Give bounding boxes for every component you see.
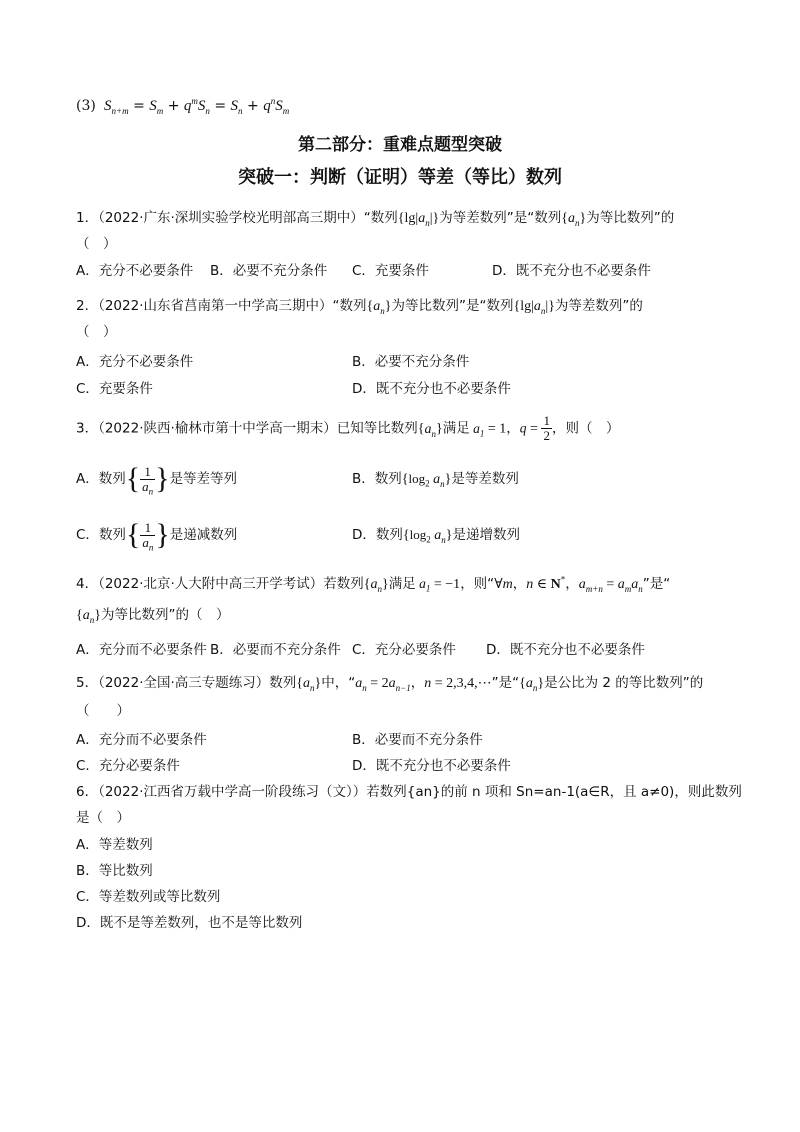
q2-option-b[interactable]: B．必要不充分条件	[352, 354, 470, 370]
q2-option-d[interactable]: D．既不充分也不必要条件	[352, 381, 511, 397]
q3-option-b[interactable]: B．数列{$\log_2$ $a_n$}是等差数列	[352, 471, 519, 489]
q4-option-d[interactable]: D．既不充分也不必要条件	[486, 642, 645, 658]
q1-option-d[interactable]: D．既不充分也不必要条件	[492, 263, 651, 279]
q1-option-c[interactable]: C．充要条件	[352, 263, 429, 279]
q4-option-b[interactable]: B．必要而不充分条件	[210, 642, 341, 658]
q6-option-b[interactable]: B．等比数列	[76, 863, 153, 879]
question-source: （2022·山东省莒南第一中学高三期中）	[98, 298, 333, 314]
q1-option-b[interactable]: B．必要不充分条件	[210, 263, 328, 279]
q4-option-a[interactable]: A．充分而不必要条件	[76, 642, 207, 658]
q5-option-d[interactable]: D．既不充分也不必要条件	[352, 758, 511, 774]
formula-3: (3) $S_{n+m} = S_m + q^mS_n = S_n + q^nS_m$	[76, 96, 290, 116]
question-source: （2022·北京·人大附中高三开学考试）	[98, 576, 324, 592]
formula-label: (3)	[76, 98, 96, 114]
q5-option-c[interactable]: C．充分必要条件	[76, 758, 180, 774]
question-2-paren: （ ）	[76, 324, 117, 340]
question-source: （2022·陕西·榆林市第十中学高一期末）	[98, 420, 337, 437]
part-title: 第二部分：重难点题型突破	[298, 135, 502, 155]
q5-option-a[interactable]: A．充分而不必要条件	[76, 732, 207, 748]
q3-option-a[interactable]: A．数列{ $\frac{1}{a_n}$ }是等差等列	[76, 462, 238, 497]
q4-option-c[interactable]: C．充分必要条件	[352, 642, 456, 658]
question-6: 6．（2022·江西省万载中学高一阶段练习（文））若数列{an}的前 n 项和 Sn=an-1(a∈R，且 a≠0)，则此数列	[76, 784, 742, 800]
q2-option-c[interactable]: C．充要条件	[76, 381, 153, 397]
question-source: （2022·全国·高三专题练习）	[98, 675, 270, 691]
question-1: 1．（2022·广东·深圳实验学校光明部高三期中）“数列$\{\lg|a_n|\}$为等差数列”是“数列$\{a_n\}$为等比数列”的	[76, 210, 675, 228]
question-1-paren: （ ）	[76, 236, 117, 252]
section-title: 突破一：判断（证明）等差（等比）数列	[238, 167, 562, 188]
question-2: 2．（2022·山东省莒南第一中学高三期中）“数列$\{a_n\}$为等比数列”是“数列$\{\lg|a_n|\}$为等差数列”的	[76, 298, 643, 316]
question-4-line2: $\{a_n\}$为等比数列”的（ ）	[76, 607, 230, 625]
question-source: （2022·江西省万载中学高一阶段练习（文））	[98, 784, 367, 800]
question-5-paren: （ ）	[76, 703, 130, 719]
q1-option-a[interactable]: A．充分不必要条件	[76, 263, 194, 279]
q3-option-d[interactable]: D．数列{$\log_2$ $a_n$}是递增数列	[352, 527, 520, 545]
question-6-line2: 是（ ）	[76, 810, 130, 826]
question-5: 5．（2022·全国·高三专题练习）数列$\{a_n\}$中，“$a_n = 2a_{n-1}$，n = 2,3,4,⋯”是“$\{a_n\}$是公比为 2 的等比数列”的	[76, 675, 704, 693]
q3-option-c[interactable]: C．数列{ $\frac{1}{a_n}$ }是递减数列	[76, 518, 238, 553]
q6-option-d[interactable]: D．既不是等差数列，也不是等比数列	[76, 915, 303, 931]
question-3: 3．（2022·陕西·榆林市第十中学高一期末）已知等比数列$\{a_n\}$满足 $a_1 = 1$，q = $\frac{1}{2}$ ，则（ ）	[76, 413, 620, 443]
q6-option-a[interactable]: A．等差数列	[76, 837, 153, 853]
q2-option-a[interactable]: A．充分不必要条件	[76, 354, 194, 370]
question-source: （2022·广东·深圳实验学校光明部高三期中）	[98, 210, 364, 226]
question-4: 4．（2022·北京·人大附中高三开学考试）若数列$\{a_n\}$满足 $a_1 = -1$，则“∀m，n ∈ N*，$a_{m+n} = a_ma_n$”是“	[76, 574, 671, 594]
q5-option-b[interactable]: B．必要而不充分条件	[352, 732, 483, 748]
q6-option-c[interactable]: C．等差数列或等比数列	[76, 889, 221, 905]
